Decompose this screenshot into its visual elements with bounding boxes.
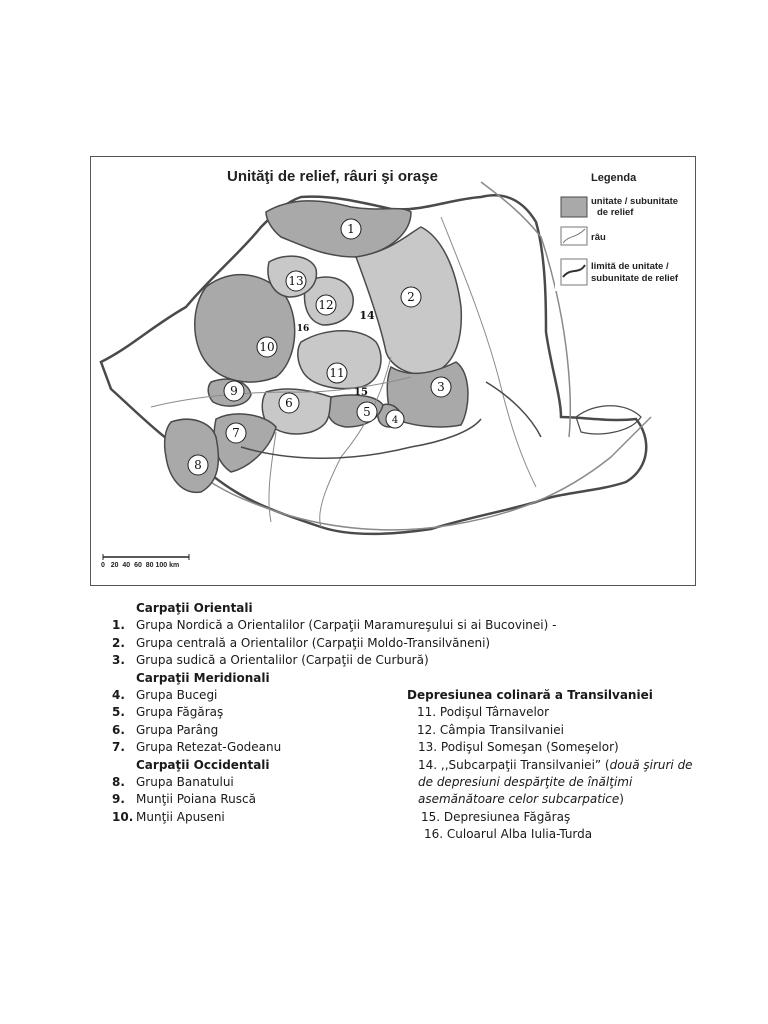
- legend-boundary-line2: subunitate de relief: [591, 273, 679, 284]
- map-canvas: [91, 157, 697, 587]
- list-item-continuation: de depresiuni despărţite de înălţimi: [418, 774, 633, 789]
- unit-label-16: 16: [296, 324, 310, 334]
- unit-label-3: 3: [437, 380, 445, 394]
- unit-label-14: 14: [359, 309, 375, 322]
- list-item-continuation: asemănătoare celor subcarpatice): [418, 792, 624, 807]
- scale-bar: [101, 554, 189, 569]
- list-item: 16. Culoarul Alba Iulia-Turda: [424, 827, 593, 842]
- list-item: 4. Grupa Bucegi: [112, 687, 218, 702]
- list-item: 6. Grupa Parâng: [112, 722, 219, 737]
- legend-unit-line2: de relief: [597, 207, 634, 218]
- unit-label-15: 15: [354, 387, 368, 398]
- list-item: 8. Grupa Banatului: [112, 774, 234, 789]
- list-item: 9. Munţii Poiana Ruscă: [112, 792, 256, 807]
- list-item: 1. Grupa Nordică a Orientalilor (Carpaţii Maramureşului si ai Bucovinei) -: [112, 618, 557, 633]
- map-title: Unităţi de relief, râuri şi oraşe: [227, 168, 438, 185]
- unit-label-13: 13: [288, 274, 304, 288]
- list-item: 12. Câmpia Transilvaniei: [417, 722, 564, 737]
- list-item: 10. Munţii Apuseni: [112, 809, 225, 824]
- unit-label-5: 5: [363, 405, 371, 419]
- list-item: 13. Podişul Someşan (Someşelor): [418, 740, 619, 755]
- list-item: 2. Grupa centrală a Orientalilor (Carpaţii Moldo-Transilvăneni): [112, 635, 491, 650]
- unit-label-11: 11: [329, 366, 345, 380]
- legend-unit-line1: unitate / subunitate: [591, 196, 679, 207]
- list-item: 14. ,,Subcarpaţii Transilvaniei” (două şiruri de: [418, 757, 693, 772]
- heading-orientali: Carpaţii Orientali: [136, 601, 253, 615]
- list-item: 11. Podişul Târnavelor: [417, 705, 550, 720]
- unit-label-10: 10: [259, 340, 275, 354]
- heading-occidentali: Carpaţii Occidentali: [136, 757, 270, 772]
- map-legend: [555, 163, 693, 291]
- legend-swatch-unit: [561, 197, 587, 217]
- unit-label-6: 6: [285, 396, 293, 410]
- list-item: 7. Grupa Retezat-Godeanu: [112, 740, 282, 755]
- unit-label-2: 2: [407, 290, 415, 304]
- legend-title: Legenda: [591, 172, 637, 184]
- list-item: 5. Grupa Făgăraş: [112, 705, 224, 720]
- unit-label-12: 12: [318, 298, 334, 312]
- list-item: 15. Depresiunea Făgăraş: [421, 809, 571, 824]
- unit-8: [165, 419, 219, 492]
- unit-label-4: 4: [391, 415, 399, 426]
- legend-boundary-line1: limită de unitate /: [591, 261, 669, 272]
- unit-label-7: 7: [232, 426, 240, 440]
- unit-7: [214, 414, 276, 472]
- scale-label: 0 20 40 60 80 100 km: [101, 562, 180, 569]
- depression-list: [407, 687, 707, 844]
- heading-depression: Depresiunea colinară a Transilvaniei: [407, 688, 653, 702]
- relief-map: [90, 156, 696, 586]
- heading-meridionali: Carpaţii Meridionali: [136, 670, 270, 685]
- unit-label-9: 9: [230, 384, 238, 398]
- unit-label-1: 1: [347, 222, 355, 236]
- legend-river-label: râu: [591, 232, 606, 243]
- list-item: 3. Grupa sudică a Orientalilor (Carpaţii de Curbură): [112, 653, 429, 668]
- boundary-2: [486, 382, 541, 437]
- unit-label-8: 8: [194, 458, 202, 472]
